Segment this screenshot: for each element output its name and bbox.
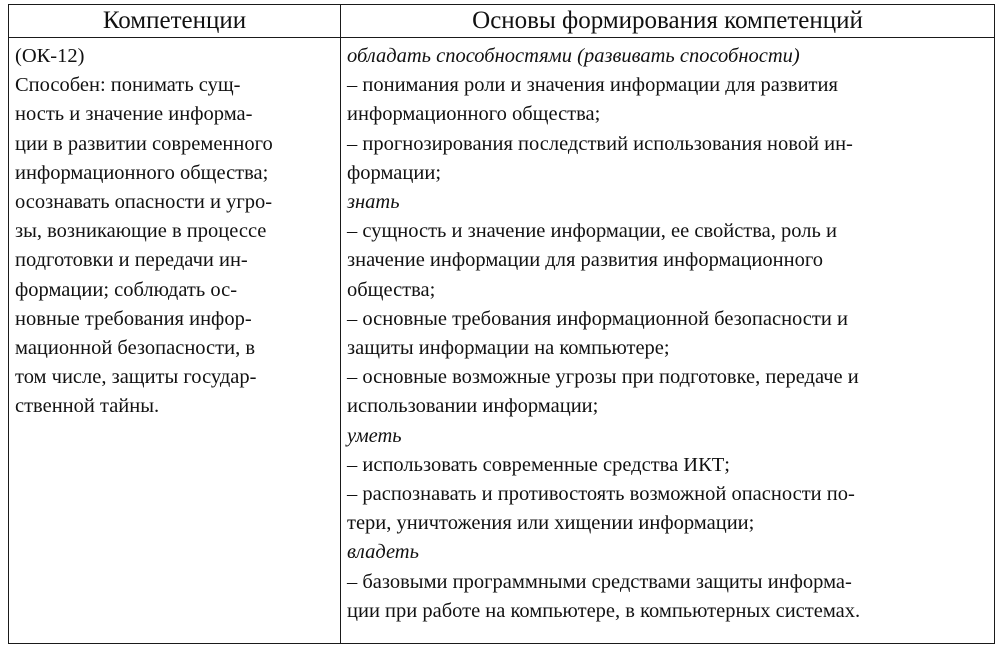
competency-text-line: том числе, защиты государ- bbox=[15, 366, 257, 389]
basis-text-line: – базовыми программными средствами защиты информа- bbox=[347, 570, 852, 593]
section-heading: обладать способностями (развивать способности) bbox=[347, 45, 800, 67]
table-header-row bbox=[9, 5, 995, 38]
header-competency-basis: Основы формирования компетенций bbox=[341, 5, 995, 38]
section-heading: знать bbox=[347, 191, 400, 214]
basis-text-line: тери, уничтожения или хищении информации; bbox=[347, 512, 755, 535]
competency-text-line: ции в развитии современного bbox=[15, 132, 273, 155]
competency-text-line: формации; соблюдать ос- bbox=[15, 278, 238, 301]
basis-text-line: – сущность и значение информации, ее свойства, роль и bbox=[347, 220, 837, 243]
section-heading: владеть bbox=[347, 541, 419, 564]
table-row bbox=[9, 38, 995, 644]
basis-text-line: – основные возможные угрозы при подготовке, передаче и bbox=[347, 366, 859, 389]
competencies-table bbox=[8, 4, 995, 644]
basis-text-line: общества; bbox=[347, 278, 436, 301]
competency-text-line: Способен: понимать сущ- bbox=[15, 74, 241, 97]
competency-text-line: новные требования инфор- bbox=[15, 307, 252, 330]
competencies-table-wrapper bbox=[8, 4, 994, 644]
basis-text-line: значение информации для развития информационного bbox=[347, 249, 823, 272]
competency-text-line: (ОК-12) bbox=[15, 45, 85, 67]
competency-text-line: ность и значение информа- bbox=[15, 103, 253, 126]
basis-text-line: защиты информации на компьютере; bbox=[347, 337, 670, 360]
competency-text-line: ственной тайны. bbox=[15, 395, 160, 418]
basis-text-line: информационного общества; bbox=[347, 103, 601, 126]
competency-text-line: подготовки и передачи ин- bbox=[15, 249, 248, 272]
competency-text-line: мационной безопасности, в bbox=[15, 337, 256, 360]
section-heading: уметь bbox=[347, 424, 402, 447]
basis-text-line: ции при работе на компьютере, в компьютерных системах. bbox=[347, 599, 861, 622]
basis-text-line: – прогнозирования последствий использования новой ин- bbox=[347, 132, 853, 155]
basis-text-line: – использовать современные средства ИКТ; bbox=[347, 453, 730, 476]
basis-text-line: использовании информации; bbox=[347, 395, 599, 418]
competency-description-cell bbox=[9, 38, 341, 644]
basis-text-line: – распознавать и противостоять возможной опасности по- bbox=[347, 483, 855, 506]
header-competencies: Компетенции bbox=[9, 5, 341, 38]
basis-text-line: – основные требования информационной безопасности и bbox=[347, 307, 848, 330]
competency-text-line: зы, возникающие в процессе bbox=[15, 220, 267, 243]
competency-text-line: информационного общества; bbox=[15, 161, 269, 184]
competency-text-line: осознавать опасности и угро- bbox=[15, 191, 273, 214]
competency-basis-cell bbox=[341, 38, 995, 644]
basis-text-line: – понимания роли и значения информации для развития bbox=[347, 74, 838, 97]
basis-text-line: формации; bbox=[347, 161, 442, 184]
